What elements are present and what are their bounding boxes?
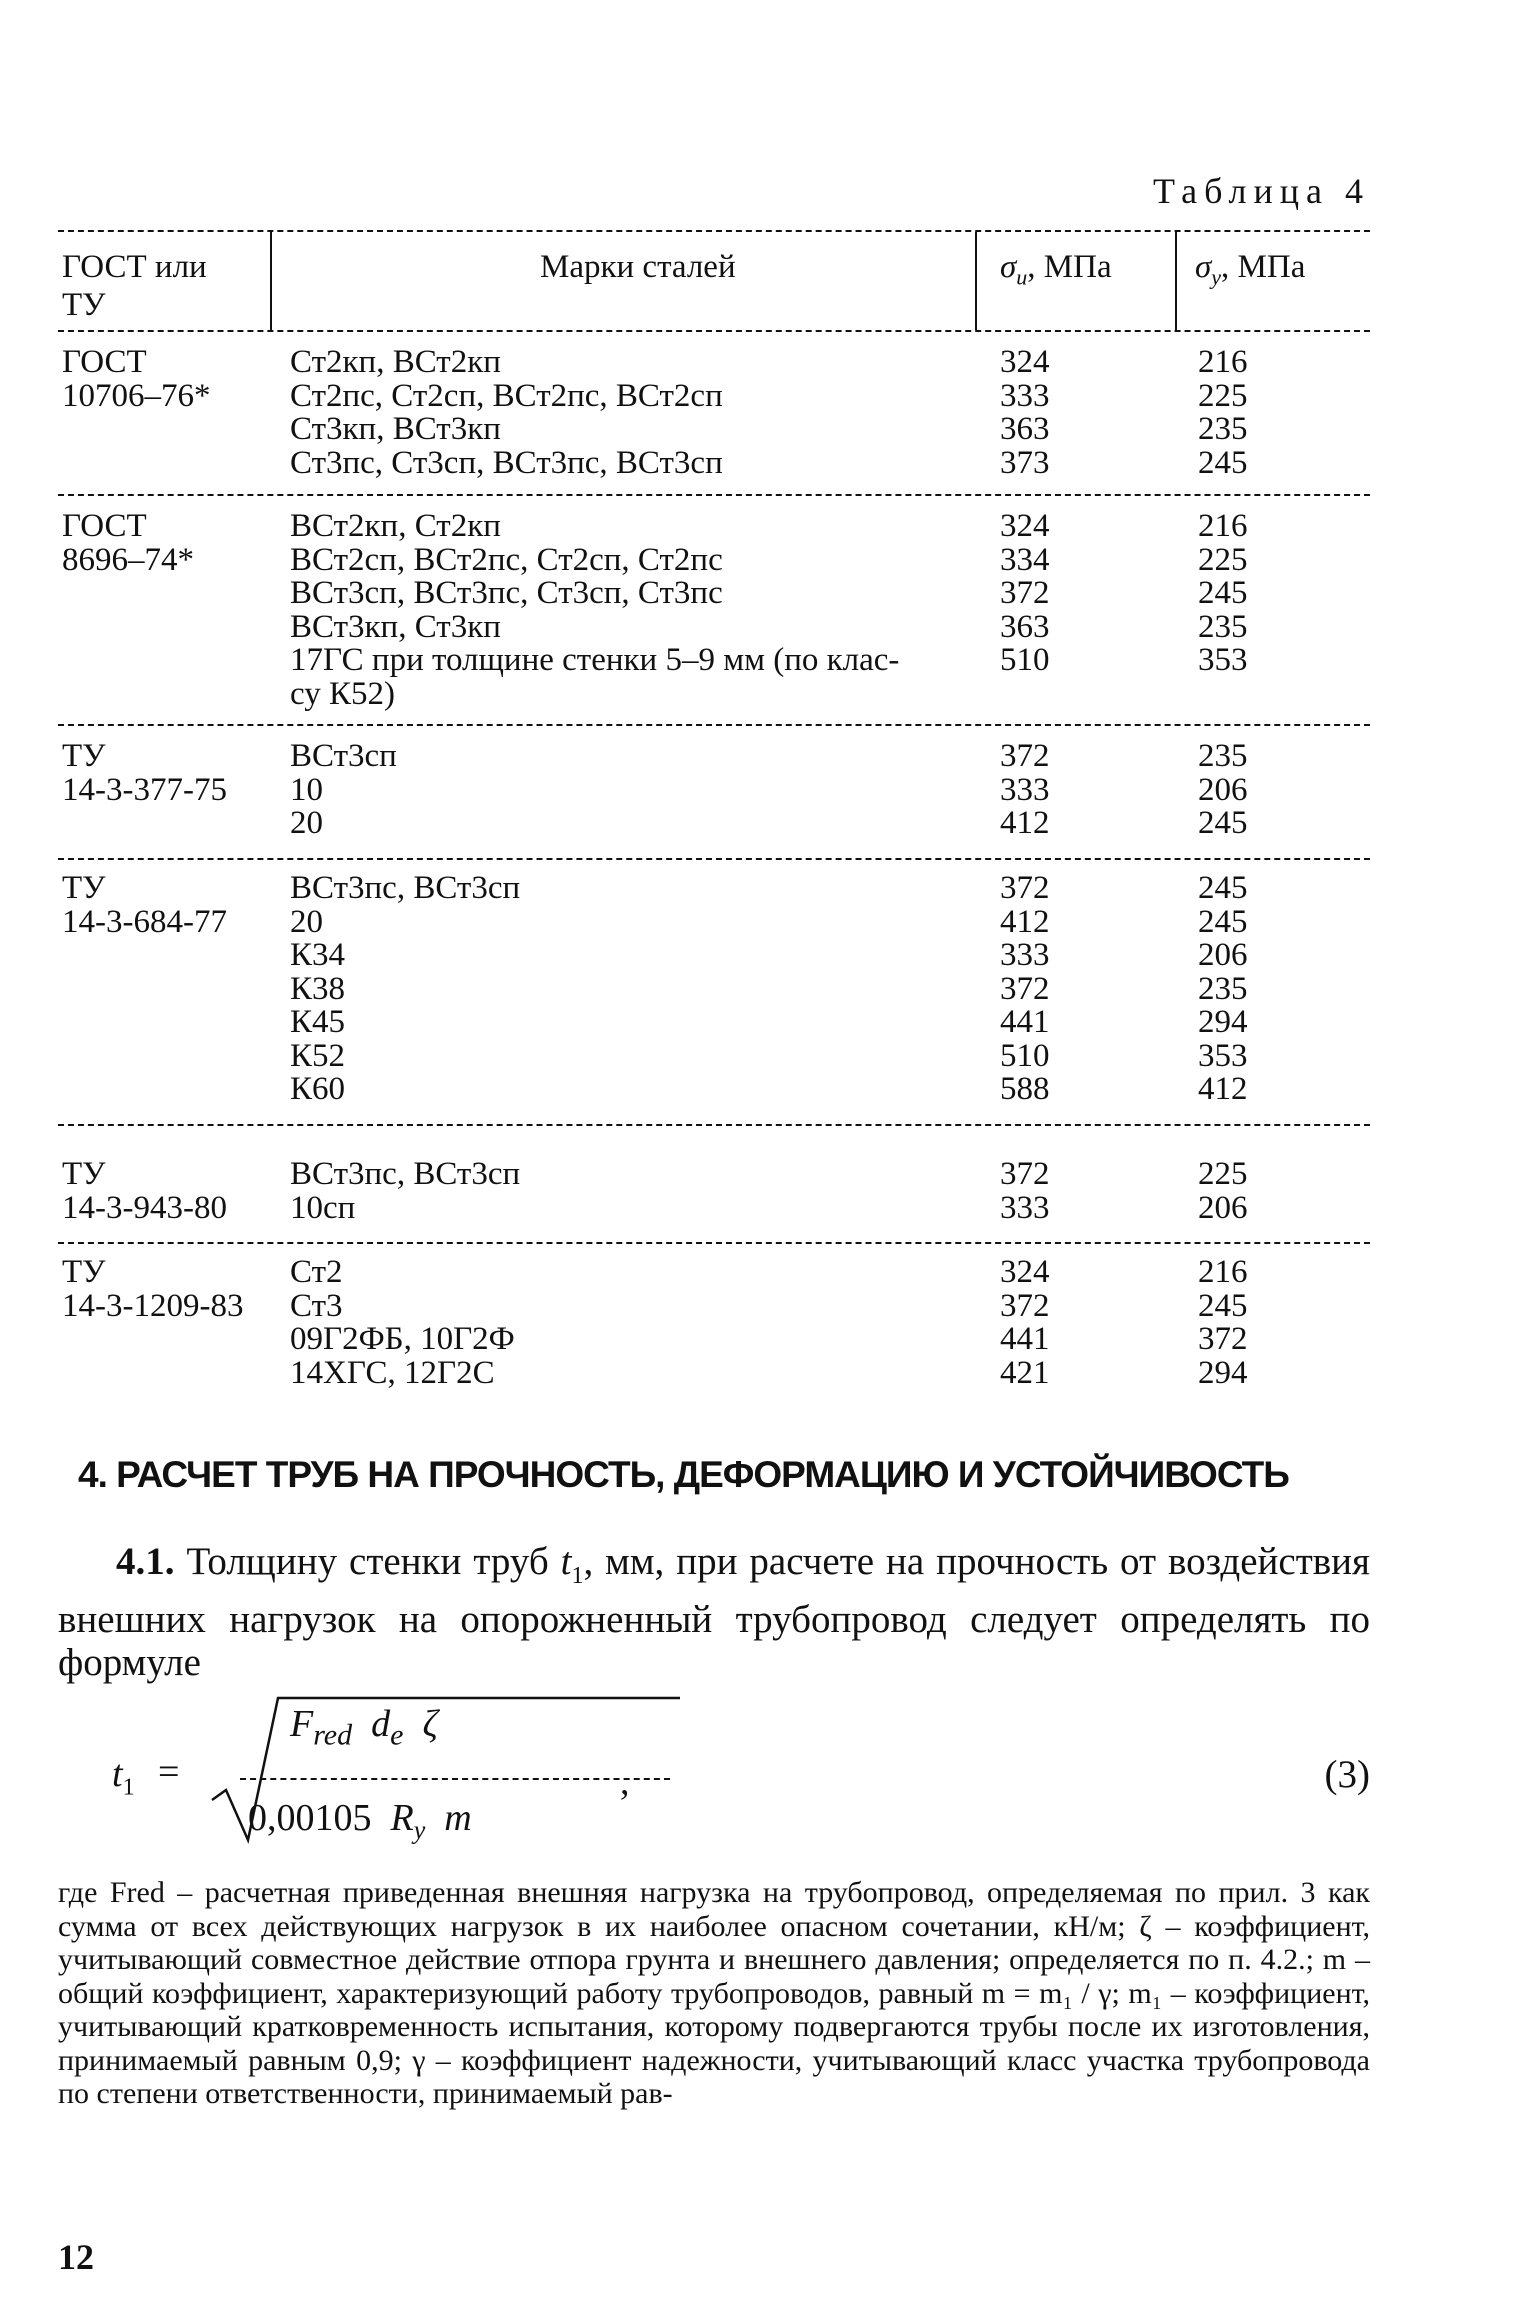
- tensile-strength: 421: [1000, 1354, 1050, 1391]
- header-sy: $\sigma_y$, МПа: [1195, 249, 1306, 290]
- tensile-strength: 324: [1000, 344, 1050, 380]
- yield-strength: 206: [1198, 1189, 1248, 1226]
- tensile-strength: 372: [1000, 870, 1050, 906]
- standard-label: ГОСТ: [62, 344, 147, 380]
- section-title: 4. РАСЧЕТ ТРУБ НА ПРОЧНОСТЬ, ДЕФОРМАЦИЮ И УСТОЙЧИВОСТЬ: [78, 1454, 1289, 1495]
- yield-strength: 225: [1198, 541, 1248, 578]
- yield-strength: 245: [1198, 1287, 1248, 1324]
- steel-grade: ВСт3сп, ВСт3пс, Ст3сп, Ст3пс: [290, 575, 723, 611]
- tensile-strength: 372: [1000, 970, 1050, 1007]
- tensile-strength: 510: [1000, 1037, 1050, 1074]
- fraction-bar: [240, 1778, 670, 1780]
- steel-grade: 09Г2ФБ, 10Г2Ф: [290, 1321, 515, 1357]
- steel-grade: Ст3пс, Ст3сп, ВСт3пс, ВСт3сп: [290, 444, 723, 481]
- steel-grade: ВСт2кп, Ст2кп: [290, 508, 501, 544]
- steel-grade: ВСт3сп: [290, 738, 397, 774]
- steel-grade: Ст2кп, ВСт2кп: [290, 344, 501, 380]
- standard-number: 14-3-684-77: [62, 903, 227, 940]
- tensile-strength: 372: [1000, 738, 1050, 774]
- steel-grade: ВСт2сп, ВСт2пс, Ст2сп, Ст2пс: [290, 541, 723, 578]
- tensile-strength: 333: [1000, 377, 1050, 414]
- steel-grade: Ст2: [290, 1254, 343, 1290]
- steel-grade: К52: [290, 1037, 346, 1074]
- yield-strength: 245: [1198, 575, 1248, 611]
- tensile-strength: 363: [1000, 608, 1050, 645]
- header-gost: ГОСТ или ТУ: [62, 249, 207, 323]
- group-separator: [58, 1242, 1370, 1244]
- yield-strength: 235: [1198, 608, 1248, 645]
- steel-grade: Ст2пс, Ст2сп, ВСт2пс, ВСт2сп: [290, 377, 723, 414]
- tensile-strength: 510: [1000, 642, 1050, 678]
- tensile-strength: 333: [1000, 1189, 1050, 1226]
- yield-strength: 245: [1198, 870, 1248, 906]
- formula-comma: ,: [620, 1761, 630, 1803]
- tensile-strength: 412: [1000, 903, 1050, 940]
- yield-strength: 216: [1198, 1254, 1248, 1290]
- tensile-strength: 324: [1000, 508, 1050, 544]
- steel-grade: К45: [290, 1004, 346, 1040]
- tensile-strength: 333: [1000, 937, 1050, 973]
- steel-grade: Ст3: [290, 1287, 343, 1324]
- yield-strength: 294: [1198, 1004, 1248, 1040]
- tensile-strength: 373: [1000, 444, 1050, 481]
- steel-grade: К34: [290, 937, 346, 973]
- page-number: 12: [58, 2237, 94, 2277]
- tensile-strength: 372: [1000, 1156, 1050, 1192]
- steel-grade: 10: [290, 771, 323, 808]
- table-top-rule: [58, 230, 1370, 232]
- yield-strength: 216: [1198, 344, 1248, 380]
- steel-grade: 20: [290, 903, 323, 940]
- standard-label: ТУ: [62, 1254, 106, 1290]
- yield-strength: 206: [1198, 937, 1248, 973]
- tensile-strength: 372: [1000, 575, 1050, 611]
- yield-strength: 372: [1198, 1321, 1248, 1357]
- header-grades: Марки сталей: [540, 249, 736, 285]
- tensile-strength: 441: [1000, 1004, 1050, 1040]
- para-number: 4.1.: [116, 1540, 175, 1583]
- steel-grade: Ст3кп, ВСт3кп: [290, 411, 501, 447]
- col-divider-1: [270, 232, 272, 330]
- tensile-strength: 412: [1000, 805, 1050, 841]
- yield-strength: 235: [1198, 411, 1248, 447]
- steel-grade: 14ХГС, 12Г2С: [290, 1354, 495, 1391]
- tensile-strength: 588: [1000, 1071, 1050, 1107]
- header-su: $\sigma_u$, МПа: [1000, 249, 1112, 290]
- tensile-strength: 441: [1000, 1321, 1050, 1357]
- group-separator: [58, 1124, 1370, 1126]
- steel-grade: 17ГС при толщине стенки 5–9 мм (по клас- су К52): [290, 642, 900, 712]
- steel-grade: ВСт3пс, ВСт3сп: [290, 870, 521, 906]
- steel-grade: ВСт3пс, ВСт3сп: [290, 1156, 521, 1192]
- tensile-strength: 372: [1000, 1287, 1050, 1324]
- steel-grade: 10сп: [290, 1189, 356, 1226]
- standard-label: ТУ: [62, 1156, 106, 1192]
- standard-number: 8696–74*: [62, 541, 194, 578]
- steel-grade: ВСт3кп, Ст3кп: [290, 608, 501, 645]
- equation-number: (3): [1324, 1753, 1370, 1796]
- standard-label: ТУ: [62, 738, 106, 774]
- steel-grade: К60: [290, 1071, 346, 1107]
- formula-numerator: $F_{red}$ $d_e$ ζ: [290, 1703, 438, 1752]
- formula-3: [100, 1690, 1370, 1850]
- standard-number: 14-3-1209-83: [62, 1287, 244, 1324]
- paragraph-4-1: 4.1. Толщину стенки труб $t_1$, мм, при расчете на прочность от воздействия внешних нагрузок на опорожненный трубопровод следует определять по формуле: [58, 1540, 1370, 1684]
- formula-lhs: $t_1$: [112, 1753, 135, 1801]
- steel-grade: 20: [290, 805, 323, 841]
- yield-strength: 216: [1198, 508, 1248, 544]
- yield-strength: 206: [1198, 771, 1248, 808]
- standard-number: 14-3-943-80: [62, 1189, 227, 1226]
- formula-denominator: 0,00105 $R_y$ m: [248, 1797, 472, 1845]
- standard-label: ГОСТ: [62, 508, 147, 544]
- group-separator: [58, 858, 1370, 860]
- yield-strength: 294: [1198, 1354, 1248, 1391]
- yield-strength: 235: [1198, 738, 1248, 774]
- steel-grade: К38: [290, 970, 346, 1007]
- yield-strength: 245: [1198, 444, 1248, 481]
- tensile-strength: 324: [1000, 1254, 1050, 1290]
- yield-strength: 245: [1198, 805, 1248, 841]
- yield-strength: 235: [1198, 970, 1248, 1007]
- tensile-strength: 363: [1000, 411, 1050, 447]
- yield-strength: 412: [1198, 1071, 1248, 1107]
- standard-label: ТУ: [62, 870, 106, 906]
- tensile-strength: 334: [1000, 541, 1050, 578]
- col-divider-2: [975, 232, 977, 330]
- standard-number: 14-3-377-75: [62, 771, 227, 808]
- formula-equals: =: [158, 1751, 180, 1793]
- yield-strength: 353: [1198, 642, 1248, 678]
- group-separator: [58, 724, 1370, 726]
- footnote: где Fred – расчетная приведенная внешняя нагрузка на трубопровод, определяемая по прил. 3 как сумма от всех действующих нагрузок в их наиболее опасном сочетании, кН/м; ζ – коэффициент, учитывающий совместное действие отпора грунта и внешнего давления; определяется по п. 4.2.; m – общий коэффициент, характеризующий работу трубопроводов, равный m = m₁ / γ; m₁ – коэффициент, учитывающий кратковременность испытания, которому подвергаются трубы после их изготовления, принимаемый равным 0,9; γ – коэффициент надежности, учитывающий класс участка трубопровода по степени ответственности, принимаемый рав-: [58, 1876, 1370, 2110]
- yield-strength: 245: [1198, 903, 1248, 940]
- table-header-rule: [58, 330, 1370, 332]
- yield-strength: 225: [1198, 377, 1248, 414]
- standard-number: 10706–76*: [62, 377, 211, 414]
- tensile-strength: 333: [1000, 771, 1050, 808]
- col-divider-3: [1175, 232, 1177, 330]
- yield-strength: 353: [1198, 1037, 1248, 1074]
- table-caption: Таблица 4: [1153, 171, 1370, 211]
- group-separator: [58, 494, 1370, 496]
- yield-strength: 225: [1198, 1156, 1248, 1192]
